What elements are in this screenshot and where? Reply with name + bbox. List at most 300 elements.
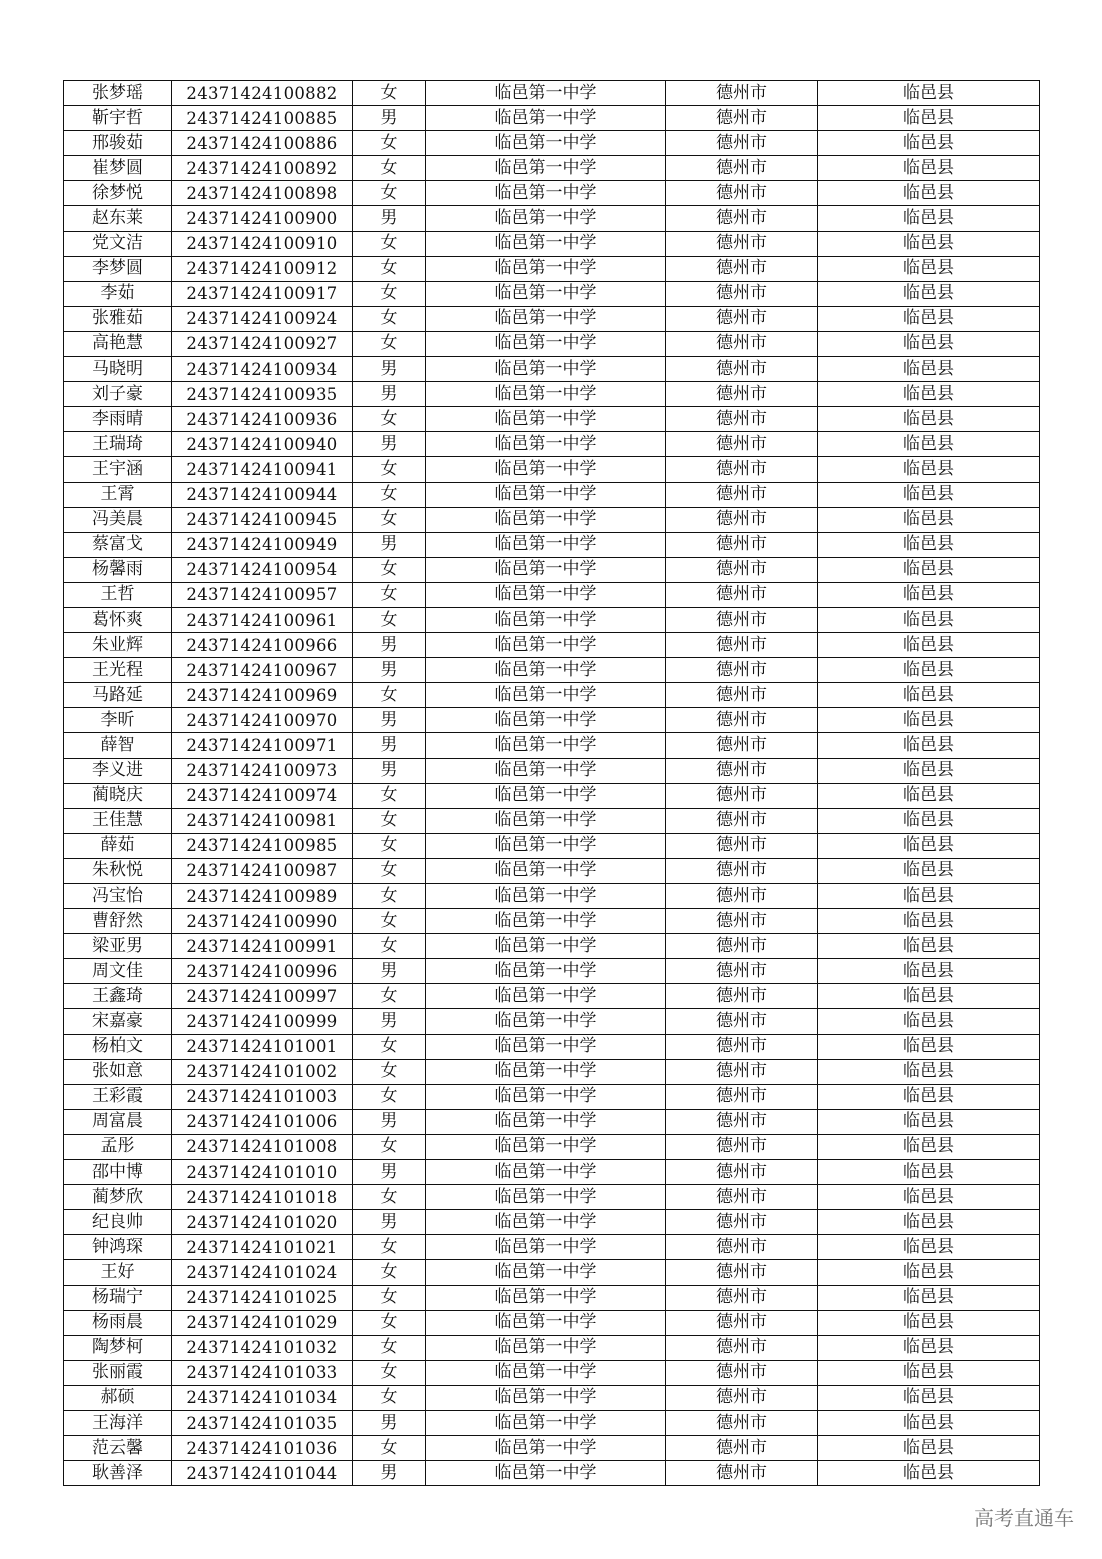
name-cell: 王瑞琦 <box>64 432 172 457</box>
name-cell: 张丽霞 <box>64 1360 172 1385</box>
city-cell: 德州市 <box>666 833 818 858</box>
exam-id-cell: 24371424101001 <box>172 1034 353 1059</box>
name-cell: 梁亚男 <box>64 934 172 959</box>
county-cell: 临邑县 <box>818 1084 1040 1109</box>
exam-id-cell: 24371424100999 <box>172 1009 353 1034</box>
county-cell: 临邑县 <box>818 1210 1040 1235</box>
name-cell: 李茹 <box>64 281 172 306</box>
city-cell: 德州市 <box>666 231 818 256</box>
name-cell: 杨馨雨 <box>64 557 172 582</box>
exam-id-cell: 24371424100981 <box>172 808 353 833</box>
exam-id-cell: 24371424100957 <box>172 582 353 607</box>
county-cell: 临邑县 <box>818 181 1040 206</box>
name-cell: 朱业辉 <box>64 633 172 658</box>
table-row <box>64 106 1040 131</box>
county-cell: 临邑县 <box>818 1009 1040 1034</box>
name-cell: 马晓明 <box>64 357 172 382</box>
table-row <box>64 181 1040 206</box>
city-cell: 德州市 <box>666 1109 818 1134</box>
name-cell: 朱秋悦 <box>64 858 172 883</box>
gender-cell: 女 <box>353 156 426 181</box>
gender-cell: 女 <box>353 683 426 708</box>
table-row <box>64 833 1040 858</box>
school-cell: 临邑第一中学 <box>426 1185 666 1210</box>
exam-id-cell: 24371424100991 <box>172 934 353 959</box>
exam-id-cell: 24371424100945 <box>172 507 353 532</box>
city-cell: 德州市 <box>666 607 818 632</box>
county-cell: 临邑县 <box>818 884 1040 909</box>
table-row <box>64 1436 1040 1461</box>
table-row <box>64 1385 1040 1410</box>
exam-id-cell: 24371424100985 <box>172 833 353 858</box>
table-row <box>64 808 1040 833</box>
name-cell: 崔梦圆 <box>64 156 172 181</box>
exam-id-cell: 24371424100971 <box>172 733 353 758</box>
city-cell: 德州市 <box>666 1285 818 1310</box>
table-row <box>64 557 1040 582</box>
exam-id-cell: 24371424101032 <box>172 1335 353 1360</box>
table-row <box>64 331 1040 356</box>
name-cell: 葛怀爽 <box>64 607 172 632</box>
exam-id-cell: 24371424100990 <box>172 909 353 934</box>
table-row <box>64 507 1040 532</box>
table-row <box>64 1310 1040 1335</box>
exam-id-cell: 24371424101020 <box>172 1210 353 1235</box>
gender-cell: 男 <box>353 959 426 984</box>
gender-cell: 男 <box>353 1410 426 1435</box>
city-cell: 德州市 <box>666 1260 818 1285</box>
name-cell: 杨雨晨 <box>64 1310 172 1335</box>
gender-cell: 女 <box>353 1436 426 1461</box>
name-cell: 钟鸿琛 <box>64 1235 172 1260</box>
city-cell: 德州市 <box>666 106 818 131</box>
county-cell: 临邑县 <box>818 81 1040 106</box>
gender-cell: 男 <box>353 357 426 382</box>
exam-id-cell: 24371424100900 <box>172 206 353 231</box>
school-cell: 临邑第一中学 <box>426 808 666 833</box>
table-row <box>64 683 1040 708</box>
school-cell: 临邑第一中学 <box>426 934 666 959</box>
school-cell: 临邑第一中学 <box>426 1461 666 1486</box>
name-cell: 李雨晴 <box>64 407 172 432</box>
gender-cell: 女 <box>353 181 426 206</box>
school-cell: 临邑第一中学 <box>426 1034 666 1059</box>
name-cell: 薛智 <box>64 733 172 758</box>
city-cell: 德州市 <box>666 934 818 959</box>
city-cell: 德州市 <box>666 331 818 356</box>
school-cell: 临邑第一中学 <box>426 683 666 708</box>
name-cell: 王霄 <box>64 482 172 507</box>
name-cell: 范云馨 <box>64 1436 172 1461</box>
school-cell: 临邑第一中学 <box>426 1436 666 1461</box>
table-row <box>64 1084 1040 1109</box>
school-cell: 临邑第一中学 <box>426 708 666 733</box>
school-cell: 临邑第一中学 <box>426 1084 666 1109</box>
name-cell: 冯美晨 <box>64 507 172 532</box>
city-cell: 德州市 <box>666 1360 818 1385</box>
table-row <box>64 658 1040 683</box>
exam-id-cell: 24371424100882 <box>172 81 353 106</box>
gender-cell: 女 <box>353 1134 426 1159</box>
school-cell: 临邑第一中学 <box>426 1134 666 1159</box>
name-cell: 徐梦悦 <box>64 181 172 206</box>
school-cell: 临邑第一中学 <box>426 984 666 1009</box>
county-cell: 临邑县 <box>818 959 1040 984</box>
gender-cell: 女 <box>353 1059 426 1084</box>
gender-cell: 男 <box>353 206 426 231</box>
county-cell: 临邑县 <box>818 1235 1040 1260</box>
gender-cell: 女 <box>353 783 426 808</box>
table-row <box>64 1059 1040 1084</box>
table-row <box>64 1235 1040 1260</box>
exam-id-cell: 24371424101044 <box>172 1461 353 1486</box>
gender-cell: 女 <box>353 1260 426 1285</box>
table-row <box>64 633 1040 658</box>
exam-id-cell: 24371424100910 <box>172 231 353 256</box>
county-cell: 临邑县 <box>818 1260 1040 1285</box>
name-cell: 蔡富戈 <box>64 532 172 557</box>
exam-id-cell: 24371424100892 <box>172 156 353 181</box>
table-row <box>64 1185 1040 1210</box>
name-cell: 杨柏文 <box>64 1034 172 1059</box>
table-row <box>64 131 1040 156</box>
gender-cell: 女 <box>353 1084 426 1109</box>
table-row <box>64 607 1040 632</box>
exam-id-cell: 24371424100936 <box>172 407 353 432</box>
county-cell: 临邑县 <box>818 306 1040 331</box>
table-row <box>64 1360 1040 1385</box>
city-cell: 德州市 <box>666 181 818 206</box>
city-cell: 德州市 <box>666 1210 818 1235</box>
city-cell: 德州市 <box>666 1235 818 1260</box>
county-cell: 临邑县 <box>818 833 1040 858</box>
exam-id-cell: 24371424100987 <box>172 858 353 883</box>
roster-table <box>63 80 1040 1486</box>
name-cell: 宋嘉豪 <box>64 1009 172 1034</box>
exam-id-cell: 24371424100966 <box>172 633 353 658</box>
table-row <box>64 306 1040 331</box>
school-cell: 临邑第一中学 <box>426 1310 666 1335</box>
school-cell: 临邑第一中学 <box>426 331 666 356</box>
school-cell: 临邑第一中学 <box>426 1009 666 1034</box>
school-cell: 临邑第一中学 <box>426 733 666 758</box>
gender-cell: 男 <box>353 733 426 758</box>
exam-id-cell: 24371424100917 <box>172 281 353 306</box>
exam-id-cell: 24371424101010 <box>172 1160 353 1185</box>
city-cell: 德州市 <box>666 1436 818 1461</box>
gender-cell: 男 <box>353 1009 426 1034</box>
county-cell: 临邑县 <box>818 1034 1040 1059</box>
table-row <box>64 858 1040 883</box>
city-cell: 德州市 <box>666 482 818 507</box>
name-cell: 蔺晓庆 <box>64 783 172 808</box>
table-row <box>64 1210 1040 1235</box>
county-cell: 临邑县 <box>818 934 1040 959</box>
county-cell: 临邑县 <box>818 1109 1040 1134</box>
name-cell: 张雅茹 <box>64 306 172 331</box>
county-cell: 临邑县 <box>818 758 1040 783</box>
city-cell: 德州市 <box>666 306 818 331</box>
school-cell: 临邑第一中学 <box>426 357 666 382</box>
table-row <box>64 1260 1040 1285</box>
table-row <box>64 457 1040 482</box>
name-cell: 王哲 <box>64 582 172 607</box>
table-row <box>64 758 1040 783</box>
table-row <box>64 959 1040 984</box>
exam-id-cell: 24371424100885 <box>172 106 353 131</box>
exam-id-cell: 24371424101034 <box>172 1385 353 1410</box>
school-cell: 临邑第一中学 <box>426 909 666 934</box>
exam-id-cell: 24371424101021 <box>172 1235 353 1260</box>
name-cell: 耿善泽 <box>64 1461 172 1486</box>
county-cell: 临邑县 <box>818 708 1040 733</box>
county-cell: 临邑县 <box>818 1461 1040 1486</box>
gender-cell: 女 <box>353 1335 426 1360</box>
roster-body <box>64 81 1040 1486</box>
name-cell: 王光程 <box>64 658 172 683</box>
gender-cell: 女 <box>353 1235 426 1260</box>
school-cell: 临邑第一中学 <box>426 1360 666 1385</box>
gender-cell: 女 <box>353 808 426 833</box>
name-cell: 邢骏茹 <box>64 131 172 156</box>
gender-cell: 女 <box>353 607 426 632</box>
name-cell: 周富晨 <box>64 1109 172 1134</box>
county-cell: 临邑县 <box>818 206 1040 231</box>
city-cell: 德州市 <box>666 683 818 708</box>
county-cell: 临邑县 <box>818 382 1040 407</box>
county-cell: 临邑县 <box>818 1410 1040 1435</box>
county-cell: 临邑县 <box>818 1385 1040 1410</box>
city-cell: 德州市 <box>666 1385 818 1410</box>
gender-cell: 女 <box>353 1385 426 1410</box>
school-cell: 临邑第一中学 <box>426 206 666 231</box>
table-row <box>64 783 1040 808</box>
city-cell: 德州市 <box>666 1310 818 1335</box>
school-cell: 临邑第一中学 <box>426 557 666 582</box>
exam-id-cell: 24371424100934 <box>172 357 353 382</box>
gender-cell: 女 <box>353 909 426 934</box>
county-cell: 临邑县 <box>818 984 1040 1009</box>
name-cell: 王海洋 <box>64 1410 172 1435</box>
city-cell: 德州市 <box>666 1461 818 1486</box>
county-cell: 临邑县 <box>818 1160 1040 1185</box>
name-cell: 靳宇哲 <box>64 106 172 131</box>
gender-cell: 女 <box>353 81 426 106</box>
school-cell: 临邑第一中学 <box>426 81 666 106</box>
city-cell: 德州市 <box>666 1059 818 1084</box>
city-cell: 德州市 <box>666 1034 818 1059</box>
name-cell: 高艳慧 <box>64 331 172 356</box>
gender-cell: 女 <box>353 507 426 532</box>
table-row <box>64 256 1040 281</box>
school-cell: 临邑第一中学 <box>426 432 666 457</box>
city-cell: 德州市 <box>666 582 818 607</box>
gender-cell: 女 <box>353 858 426 883</box>
city-cell: 德州市 <box>666 357 818 382</box>
table-row <box>64 1335 1040 1360</box>
city-cell: 德州市 <box>666 1185 818 1210</box>
city-cell: 德州市 <box>666 909 818 934</box>
gender-cell: 男 <box>353 1160 426 1185</box>
table-row <box>64 281 1040 306</box>
school-cell: 临邑第一中学 <box>426 181 666 206</box>
county-cell: 临邑县 <box>818 457 1040 482</box>
gender-cell: 女 <box>353 331 426 356</box>
name-cell: 周文佳 <box>64 959 172 984</box>
exam-id-cell: 24371424100970 <box>172 708 353 733</box>
city-cell: 德州市 <box>666 256 818 281</box>
table-row <box>64 582 1040 607</box>
school-cell: 临邑第一中学 <box>426 1285 666 1310</box>
city-cell: 德州市 <box>666 984 818 1009</box>
exam-id-cell: 24371424101008 <box>172 1134 353 1159</box>
school-cell: 临邑第一中学 <box>426 758 666 783</box>
name-cell: 王彩霞 <box>64 1084 172 1109</box>
county-cell: 临邑县 <box>818 532 1040 557</box>
county-cell: 临邑县 <box>818 1285 1040 1310</box>
gender-cell: 女 <box>353 1034 426 1059</box>
school-cell: 临邑第一中学 <box>426 1160 666 1185</box>
table-row <box>64 231 1040 256</box>
county-cell: 临邑县 <box>818 1360 1040 1385</box>
table-row <box>64 206 1040 231</box>
exam-id-cell: 24371424100989 <box>172 884 353 909</box>
city-cell: 德州市 <box>666 131 818 156</box>
school-cell: 临邑第一中学 <box>426 156 666 181</box>
school-cell: 临邑第一中学 <box>426 256 666 281</box>
gender-cell: 男 <box>353 1109 426 1134</box>
school-cell: 临邑第一中学 <box>426 1385 666 1410</box>
exam-id-cell: 24371424100949 <box>172 532 353 557</box>
gender-cell: 男 <box>353 532 426 557</box>
school-cell: 临邑第一中学 <box>426 482 666 507</box>
school-cell: 临邑第一中学 <box>426 507 666 532</box>
county-cell: 临邑县 <box>818 1059 1040 1084</box>
exam-id-cell: 24371424100997 <box>172 984 353 1009</box>
name-cell: 孟彤 <box>64 1134 172 1159</box>
city-cell: 德州市 <box>666 507 818 532</box>
name-cell: 党文洁 <box>64 231 172 256</box>
name-cell: 王好 <box>64 1260 172 1285</box>
city-cell: 德州市 <box>666 733 818 758</box>
county-cell: 临邑县 <box>818 733 1040 758</box>
table-row <box>64 984 1040 1009</box>
county-cell: 临邑县 <box>818 482 1040 507</box>
county-cell: 临邑县 <box>818 582 1040 607</box>
city-cell: 德州市 <box>666 758 818 783</box>
exam-id-cell: 24371424100941 <box>172 457 353 482</box>
county-cell: 临邑县 <box>818 156 1040 181</box>
gender-cell: 女 <box>353 457 426 482</box>
table-row <box>64 407 1040 432</box>
county-cell: 临邑县 <box>818 858 1040 883</box>
exam-id-cell: 24371424100935 <box>172 382 353 407</box>
exam-id-cell: 24371424100969 <box>172 683 353 708</box>
table-row <box>64 1461 1040 1486</box>
name-cell: 纪良帅 <box>64 1210 172 1235</box>
table-row <box>64 532 1040 557</box>
exam-id-cell: 24371424100927 <box>172 331 353 356</box>
exam-id-cell: 24371424101036 <box>172 1436 353 1461</box>
county-cell: 临邑县 <box>818 1185 1040 1210</box>
table-row <box>64 357 1040 382</box>
table-row <box>64 81 1040 106</box>
county-cell: 临邑县 <box>818 281 1040 306</box>
county-cell: 临邑县 <box>818 507 1040 532</box>
city-cell: 德州市 <box>666 808 818 833</box>
county-cell: 临邑县 <box>818 131 1040 156</box>
city-cell: 德州市 <box>666 557 818 582</box>
name-cell: 杨瑞宁 <box>64 1285 172 1310</box>
county-cell: 临邑县 <box>818 658 1040 683</box>
city-cell: 德州市 <box>666 156 818 181</box>
city-cell: 德州市 <box>666 1160 818 1185</box>
school-cell: 临邑第一中学 <box>426 1335 666 1360</box>
gender-cell: 男 <box>353 633 426 658</box>
name-cell: 薛茹 <box>64 833 172 858</box>
city-cell: 德州市 <box>666 658 818 683</box>
exam-id-cell: 24371424100944 <box>172 482 353 507</box>
exam-id-cell: 24371424100898 <box>172 181 353 206</box>
school-cell: 临邑第一中学 <box>426 231 666 256</box>
county-cell: 临邑县 <box>818 1310 1040 1335</box>
exam-id-cell: 24371424100924 <box>172 306 353 331</box>
exam-id-cell: 24371424101024 <box>172 1260 353 1285</box>
gender-cell: 男 <box>353 1461 426 1486</box>
school-cell: 临邑第一中学 <box>426 783 666 808</box>
city-cell: 德州市 <box>666 407 818 432</box>
gender-cell: 女 <box>353 306 426 331</box>
name-cell: 王佳慧 <box>64 808 172 833</box>
city-cell: 德州市 <box>666 708 818 733</box>
school-cell: 临邑第一中学 <box>426 633 666 658</box>
city-cell: 德州市 <box>666 457 818 482</box>
exam-id-cell: 24371424101003 <box>172 1084 353 1109</box>
gender-cell: 女 <box>353 833 426 858</box>
name-cell: 曹舒然 <box>64 909 172 934</box>
city-cell: 德州市 <box>666 858 818 883</box>
gender-cell: 男 <box>353 708 426 733</box>
city-cell: 德州市 <box>666 206 818 231</box>
county-cell: 临邑县 <box>818 557 1040 582</box>
school-cell: 临邑第一中学 <box>426 131 666 156</box>
exam-id-cell: 24371424101029 <box>172 1310 353 1335</box>
county-cell: 临邑县 <box>818 256 1040 281</box>
exam-id-cell: 24371424100996 <box>172 959 353 984</box>
table-row <box>64 432 1040 457</box>
name-cell: 冯宝怡 <box>64 884 172 909</box>
county-cell: 临邑县 <box>818 633 1040 658</box>
table-row <box>64 1034 1040 1059</box>
table-row <box>64 1285 1040 1310</box>
gender-cell: 男 <box>353 382 426 407</box>
exam-id-cell: 24371424100940 <box>172 432 353 457</box>
city-cell: 德州市 <box>666 1410 818 1435</box>
gender-cell: 女 <box>353 1310 426 1335</box>
exam-id-cell: 24371424100886 <box>172 131 353 156</box>
name-cell: 李昕 <box>64 708 172 733</box>
name-cell: 赵东莱 <box>64 206 172 231</box>
gender-cell: 女 <box>353 231 426 256</box>
school-cell: 临邑第一中学 <box>426 858 666 883</box>
gender-cell: 男 <box>353 432 426 457</box>
school-cell: 临邑第一中学 <box>426 281 666 306</box>
gender-cell: 女 <box>353 256 426 281</box>
name-cell: 邵中博 <box>64 1160 172 1185</box>
county-cell: 临邑县 <box>818 909 1040 934</box>
name-cell: 张梦瑶 <box>64 81 172 106</box>
school-cell: 临邑第一中学 <box>426 306 666 331</box>
